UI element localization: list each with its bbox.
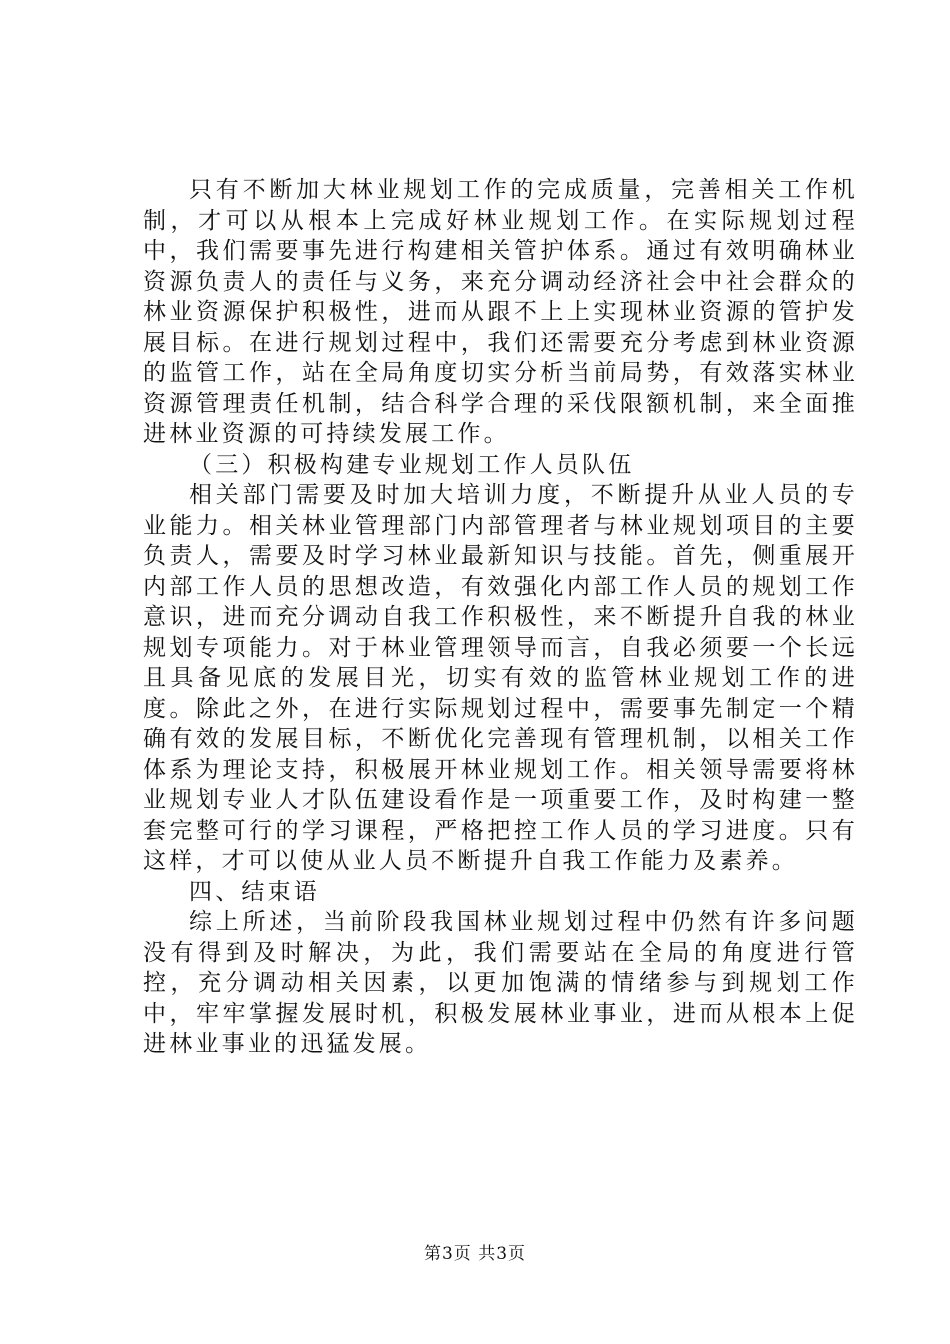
paragraph-management-mechanism: 只有不断加大林业规划工作的完成质量，完善相关工作机制，才可以从根本上完成好林业规划工作。在实际规划过程中，我们需要事先进行构建相关管护体系。通过有效明确林业资源负责人的责任与义务，来充分调动经济社会中社会群众的林业资源保护积极性，进而从跟不上上实现林业资源的管护发展目标。在进行规划过程中，我们还需要充分考虑到林业资源的监管工作，站在全局角度切实分析当前局势，有效落实林业资源管理责任机制，结合科学合理的采伐限额机制，来全面推进林业资源的可持续发展工作。	[143, 177, 858, 447]
paragraph-conclusion: 综上所述，当前阶段我国林业规划过程中仍然有许多问题没有得到及时解决，为此，我们需要站在全局的角度进行管控，充分调动相关因素，以更加饱满的情绪参与到规划工作中，牢牢掌握发展时机，积极发展林业事业，进而从根本上促进林业事业的迅猛发展。	[143, 909, 858, 1057]
document-body	[143, 175, 858, 1060]
section-heading-conclusion: 四、结束语	[189, 878, 320, 905]
section-heading-team-building: （三）积极构建专业规划工作人员队伍	[189, 451, 635, 478]
paragraph-training: 相关部门需要及时加大培训力度，不断提升从业人员的专业能力。相关林业管理部门内部管理者与林业规划项目的主要负责人，需要及时学习林业最新知识与技能。首先，侧重展开内部工作人员的思想改造，有效强化内部工作人员的规划工作意识，进而充分调动自我工作积极性，来不断提升自我的林业规划专项能力。对于林业管理领导而言，自我必须要一个长远且具备见底的发展目光，切实有效的监管林业规划工作的进度。除此之外，在进行实际规划过程中，需要事先制定一个精确有效的发展目标，不断优化完善现有管理机制，以相关工作体系为理论支持，积极展开林业规划工作。相关领导需要将林业规划专业人才队伍建设看作是一项重要工作，及时构建一整套完整可行的学习课程，严格把控工作人员的学习进度。只有这样，才可以使从业人员不断提升自我工作能力及素养。	[143, 482, 858, 874]
page-number-footer: 第3页 共3页	[423, 1244, 527, 1264]
